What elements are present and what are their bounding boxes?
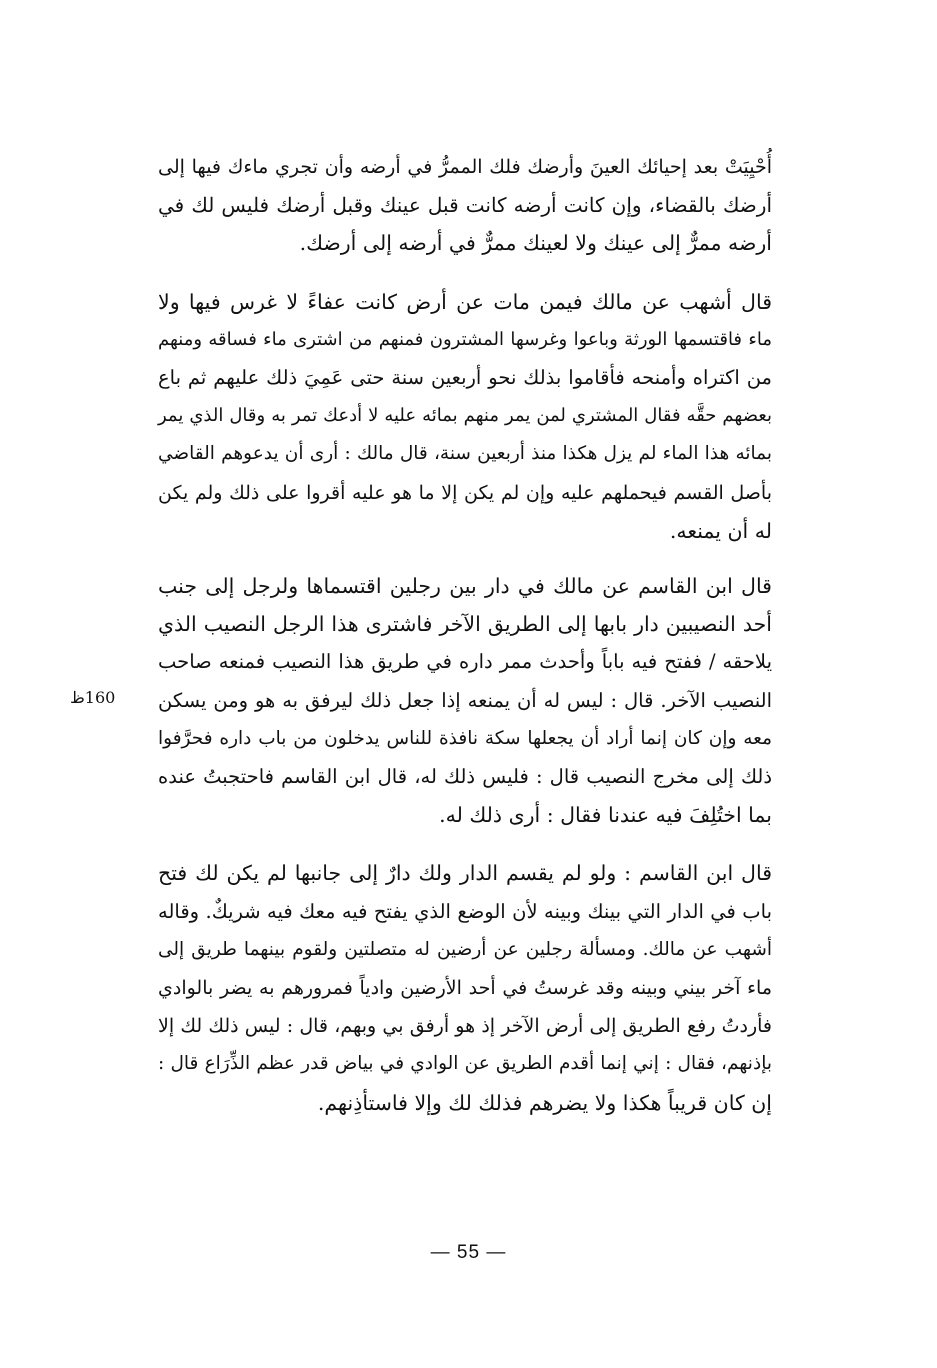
text-line: أشهب عن مالك. ومسألة رجلين عن أرضين له متصلتين ولقوم بينهما طريق إلى — [158, 938, 772, 960]
margin-folio-note: 160ظ — [70, 688, 116, 707]
text-line: بما اختُلِفَ فيه عندنا فقال : أرى ذلك له. — [439, 803, 772, 828]
text-line: قال أشهب عن مالك فيمن مات عن أرض كانت عفاءً لا غرس فيها ولا — [158, 289, 772, 314]
text-line: إن كان قريباً هكذا ولا يضرهم فذلك لك وإلا فاستأذِنهم. — [317, 1090, 772, 1115]
paragraph-2 — [158, 283, 772, 550]
main-text — [158, 148, 772, 1122]
text-line: معه وإن كان إنما أراد أن يجعلها سكة نافذة للناس يدخلون من باب داره فحرَّفوا — [158, 727, 772, 749]
text-line: قال ابن القاسم عن مالك في دار بين رجلين اقتسماها ولرجل إلى جنب — [158, 574, 772, 599]
text-line: من اكتراه وأمنحه فأقاموا بذلك نحو أربعين سنة حتى عَمِيَ ذلك عليهم ثم باع — [158, 366, 772, 390]
page-number: — 55 — — [430, 1242, 507, 1263]
text-line: أُحْيِيَتْ بعد إحيائك العينَ وأرضك فلك الممرُّ في أرضه وأن تجري ماءك فيها إلى — [158, 156, 772, 178]
text-line: ماء آخر بيني وبينه وقد غرستُ في أحد الأرضين وادياً فمرورهم به يضر بالوادي — [158, 977, 772, 1000]
text-line: ماء فاقتسمها الورثة وباعوا وغرسها المشترون فمنهم من اشترى ماء فساقه ومنهم — [158, 328, 772, 350]
text-line: بمائه هذا الماء لم يزل هكذا منذ أربعين سنة، قال مالك : أرى أن يدعوهم القاضي — [158, 443, 772, 465]
text-line: بعضهم حقَّه فقال المشتري لمن يمر منهم بمائه عليه لا أدعك تمر به وقال الذي يمر — [158, 405, 772, 427]
text-line: النصيب الآخر. قال : ليس له أن يمنعه إذا جعل ذلك ليرفق به هو ومن يسكن — [158, 688, 772, 712]
text-line: له أن يمنعه. — [669, 518, 772, 543]
paragraph-3 — [158, 567, 772, 834]
text-line: بأصل القسم فيحملهم عليه وإن لم يكن إلا ما هو عليه أقروا على ذلك ولم يكن — [158, 481, 772, 504]
text-line: ذلك إلى مخرج النصيب قال : فليس ذلك له، قال ابن القاسم فاحتجبتُ عنده — [158, 765, 772, 789]
text-line: يلاحقه / ففتح فيه باباً وأحدث ممر داره في طريق هذا النصيب فمنعه صاحب — [158, 650, 772, 674]
paragraph-1 — [158, 148, 772, 263]
text-line: بإذنهم، فقال : إني إنما أقدم الطريق عن الوادي في بياض قدر عظم الذِّرَاع قال : — [158, 1053, 772, 1075]
paragraph-4 — [158, 854, 772, 1121]
text-line: قال ابن القاسم : ولو لم يقسم الدار ولك دارٌ إلى جانبها لم يكن لك فتح — [158, 861, 772, 886]
text-line: أرضه ممرٌّ إلى عينك ولا لعينك ممرٌّ في أرضه إلى أرضك. — [299, 231, 772, 256]
text-line: باب في الدار التي بينك وبينه لأن الوضع الذي يفتح فيه معك فيه شريكٌ. وقاله — [158, 899, 772, 923]
text-line: أرضك بالقضاء، وإن كانت أرضه كانت قبل عينك وقبل أرضك فليس لك في — [158, 193, 772, 218]
text-line: أحد النصيبين دار بابها إلى الطريق الآخر فاشترى هذا الرجل النصيب الذي — [158, 612, 772, 637]
text-line: فأردتُ رفع الطريق إلى أرض الآخر إذ هو أرفق بي وبهم، قال : ليس ذلك لك إلا — [158, 1015, 772, 1038]
